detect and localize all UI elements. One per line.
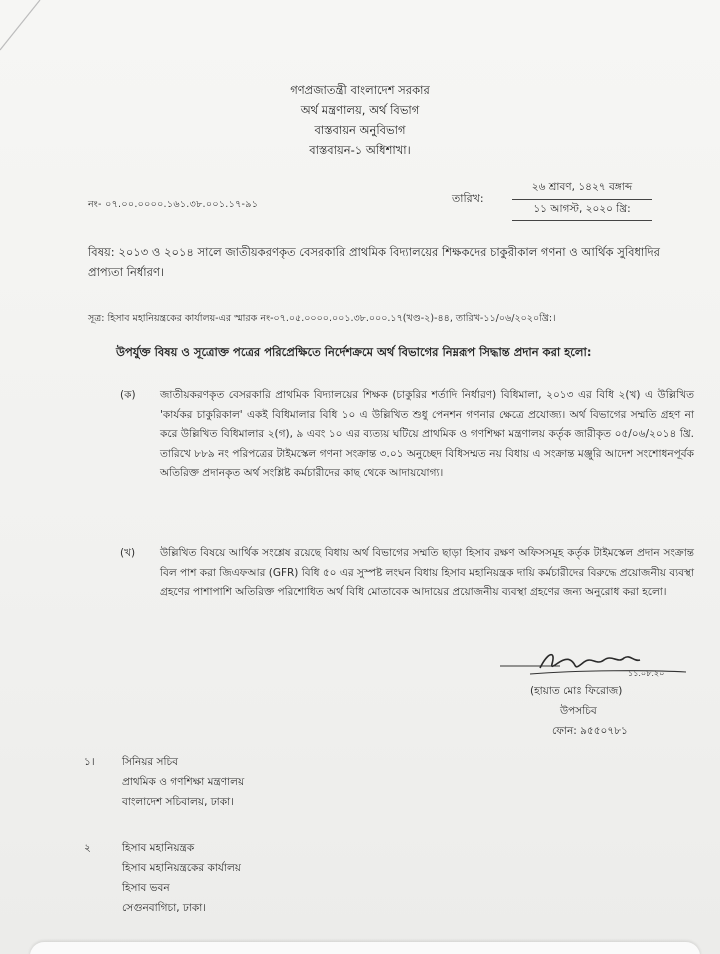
source-label: সূত্র: [88,313,105,324]
memo-reference-number: নং- ০৭.০০.০০০০.১৬১.৩৮.০০১.১৭-৯১ [88,199,259,210]
distribution-line: হিসাব মহানিয়ন্ত্রক [122,842,195,854]
handwritten-signature [500,646,700,686]
distribution-line: হিসাব মহানিয়ন্ত্রকের কার্যালয় [122,862,241,874]
svg-text:১১.০৮.২০: ১১.০৮.২০ [628,669,665,678]
intro-text: উপর্যুক্ত বিষয় ও সূত্রোক্ত পত্রের পরিপ্রেক্ষিতে নির্দেশক্রমে অর্থ বিভাগের নিম্নরূপ সিদ্ধান্ত প্রদান করা হলো: [116,345,592,359]
paragraph-kha [120,544,694,603]
source-text: হিসাব মহানিয়ন্ত্রকের কার্যালয়-এর স্মারক নং-০৭.০৫.০০০০.০০১.৩৮.০০০.১৭(খণ্ড-২)-৪৪, তারিখ-১১/০৬/২০২০খ্রি:। [107,313,556,324]
distribution-line: সেগুনবাগিচা, ঢাকা। [122,902,207,914]
subject [88,242,673,282]
signature-block [500,646,700,756]
date-block [512,180,652,221]
header-ministry: অর্থ মন্ত্রণালয়, অর্থ বিভাগ [300,103,420,117]
signatory-phone: ফোন: ৯৫৫০৭৮১ [552,725,628,737]
date-bangla: ২৬ শ্রাবণ, ১৪২৭ বঙ্গাব্দ [512,180,652,200]
page-corner-fold [0,0,60,60]
paragraph-kha-mark: (খ) [120,547,136,559]
header-branch: বাস্তবায়ন-১ অধিশাখা। [309,143,411,157]
signatory-designation: উপসচিব [560,705,597,717]
distribution-line: সিনিয়র সচিব [122,756,178,768]
header-wing: বাস্তবায়ন অনুবিভাগ [314,123,406,137]
bottom-sheet-edge [30,942,700,954]
paragraph-ka-mark: (ক) [120,389,136,401]
header-government: গণপ্রজাতন্ত্রী বাংলাদেশ সরকার [290,83,430,97]
source-reference [88,312,678,327]
distribution-line: হিসাব ভবন [122,882,170,894]
date-english: ১১ আগস্ট, ২০২০ খ্রি: [512,200,652,221]
paragraph-ka-text: জাতীয়করণকৃত বেসরকারি প্রাথমিক বিদ্যালয়ের শিক্ষক (চাকুরির শর্তাদি নির্ধারণ) বিধিমালা, ২০১৩ এর বিধি ২(খ) এ উল্লিখিত 'কার্যকর চাকুরিকাল' একই বিধিমালার বিধি ১০ এ উল্লিখিত শুধু পেনশন গণনার ক্ষেত্রে প্রযোজ্য। অর্থ বিভাগের সম্মতি গ্রহণ না করে উল্লিখিত বিধিমালার ২(গ), ৯ এবং ১০ এর ব্যত্যয় ঘটিয়ে প্রাথমিক ও গণশিক্ষা মন্ত্রণালয় কর্তৃক জারীকৃত ০৫/০৬/২০১৪ খ্রি. তারিখে ৮৮৯ নং পরিপত্রের টাইমস্কেল গণনা সংক্রান্ত ৩.০১ অনুচ্ছেদ বিধিসম্মত নয় বিধায় এ সংক্রান্ত মঞ্জুরি আদেশ সংশোধনপূর্বক অতিরিক্ত প্রদানকৃত অর্থ সংশ্লিষ্ট কর্মচারীদের কাছ থেকে আদায়যোগ্য। [160,389,694,480]
paragraph-ka [120,386,694,484]
distribution-number: ২ [84,842,91,854]
paragraph-kha-text: উল্লিখিত বিষয়ে আর্থিক সংশ্লেষ রয়েছে বিধায় অর্থ বিভাগের সম্মতি ছাড়া হিসাব রক্ষণ অফিসসমূহ কর্তৃক টাইমস্কেল প্রদান সংক্রান্ত বিল পাশ করা জিএফআর (GFR) বিধি ৫০ এর সুস্পষ্ট লংঘন বিধায় হিসাব মহানিয়ন্ত্রক দায়ি কর্মচারীদের বিরুদ্ধে প্রয়োজনীয় ব্যবস্থা গ্রহণের পাশাপাশি অতিরিক্ত পরিশোধিত অর্থ বিধি মোতাবেক আদায়ের প্রয়োজনীয় ব্যবস্থা গ্রহণের জন্য অনুরোধ করা হলো। [160,547,694,599]
subject-text: ২০১৩ ও ২০১৪ সালে জাতীয়করণকৃত বেসরকারি প্রাথমিক বিদ্যালয়ের শিক্ষকদের চাকুরীকাল গণনা ও আর্থিক সুবিধাদির প্রাপ্যতা নির্ধারণ। [88,245,660,279]
subject-label: বিষয়: [88,245,115,259]
distribution-number: ১। [84,756,95,768]
signatory-name: (হায়াত মোঃ ফিরোজ) [530,685,623,697]
distribution-item [84,838,241,918]
distribution-line: বাংলাদেশ সচিবালয়, ঢাকা। [122,796,234,808]
distribution-line: প্রাথমিক ও গণশিক্ষা মন্ত্রণালয় [122,776,245,788]
date-label: তারিখ: [452,192,484,205]
distribution-item [84,752,244,812]
